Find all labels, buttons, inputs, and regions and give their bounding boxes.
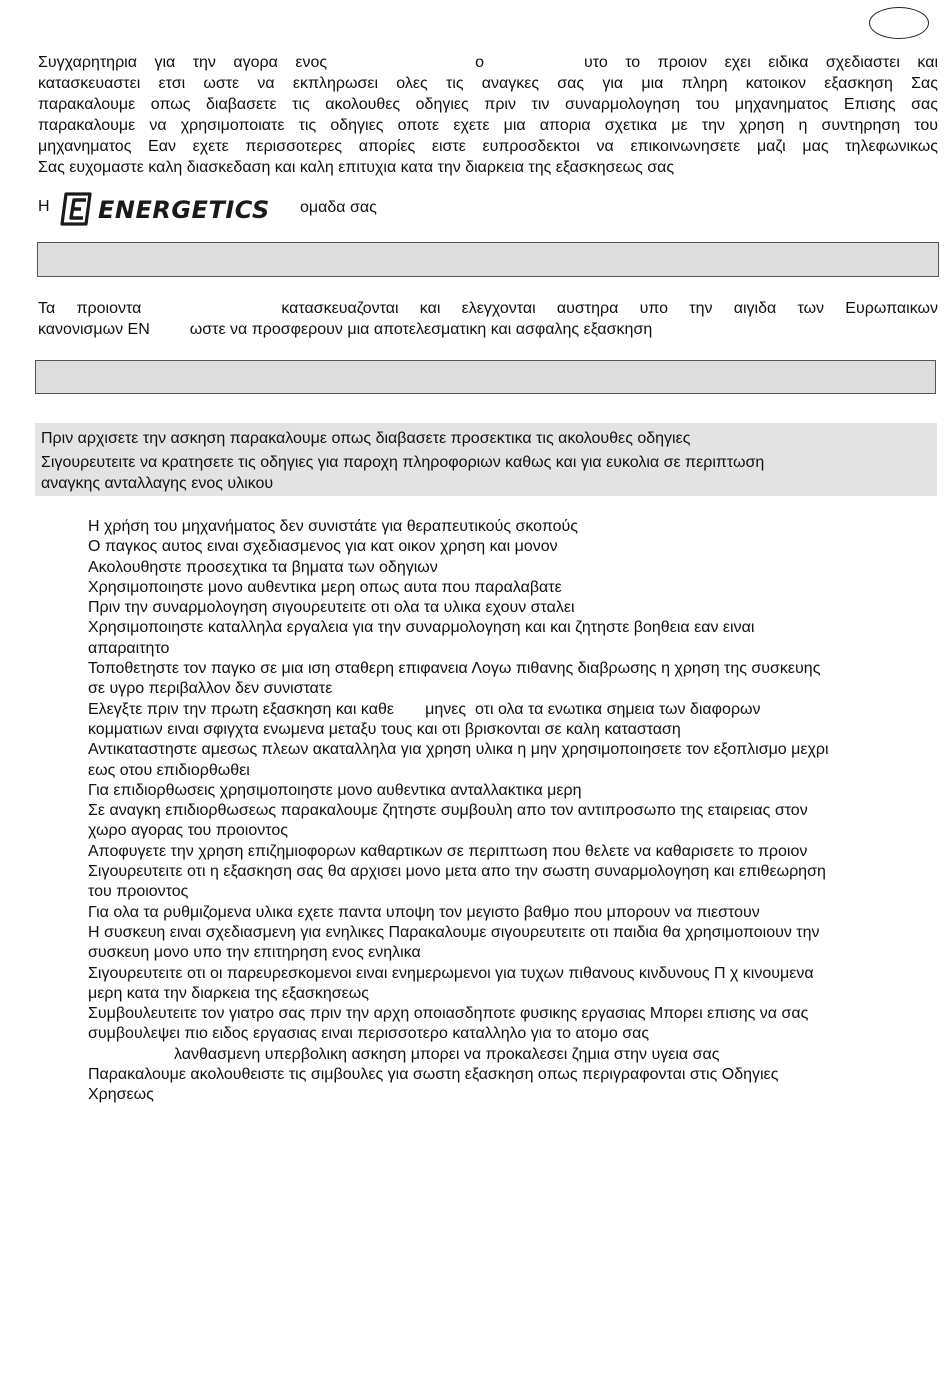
list-item: Σιγουρευτειτε οτι οι παρευρεσκομενοι ειναι ενημερωμενοι για τυχων πιθανους κινδυνους Π χ κινουμενα [88,964,814,982]
section-header-bar [35,360,936,394]
list-item: Χρησιμοποιηστε μονο αυθεντικα μερη οπως αυτα που παραλαβατε [88,578,562,596]
safety-instructions-list [88,517,938,1106]
intro-line: παρακαλουμε οπως διαβασετε τις ακολουθες οδηγιες πριν τιν συναρμολογηση του μηχανηματος Επισης σας [38,96,938,113]
list-item: Ελεγξτε πριν την πρωτη εξασκηση και καθε μηνες οτι ολα τα ενωτικα σημεια των διαφορων [88,700,761,718]
section-header-bar [37,242,939,277]
intro-line: μηχανηματος Εαν εχετε περισσοτερες απορίες ειστε ευπροσδεκτοι να επικοινωνησετε μαζι μας τηλεφωνικως [38,138,938,155]
list-item: Χρησιμοποιηστε καταλληλα εργαλεια για την συναρμολογηση και και ζητηστε βοηθεια εαν ειναι [88,619,755,637]
standards-line: Τα προιοντα κατασκευαζονται και ελεγχονται αυστηρα υπο την αιγιδα των Ευρωπαικων [38,300,938,317]
signature-suffix: ομαδα σας [300,199,377,216]
logo-wordmark: ENERGETICS [98,196,270,224]
list-item: Συμβουλευτειτε τον γιατρο σας πριν την αρχη οποιασδηποτε φυσικης εργασιας Μπορει επισης να σας [88,1005,809,1023]
list-item: εως οτου επιδιορθωθει [88,761,250,779]
list-item: κομματιων ειναι σφιγχτα ενωμενα μεταξυ τους και οτι βρισκονται σε καλη κατασταση [88,720,681,738]
list-item: Αποφυγετε την χρηση επιζημιοφορων καθαρτικων σε περιπτωση που θελετε να καθαρισετε το προιον [88,842,808,860]
list-item: λανθασμενη υπερβολικη ασκηση μπορει να προκαλεσει ζημια στην υγεια σας [174,1045,720,1063]
list-item: χωρο αγορας του προιοντος [88,822,288,840]
list-item: Πριν την συναρμολογηση σιγουρευτειτε οτι ολα τα υλικα εχουν σταλει [88,599,575,617]
notice-line: Πριν αρχισετε την ασκηση παρακαλουμε οπως διαβασετε προσεκτικα τις ακολουθες οδηγιες [41,430,691,447]
list-item: Αντικαταστηστε αμεσως πλεων ακαταλληλα για χρηση υλικα η μην χρησιμοποιησετε τον εξοπλισμο μεχρι [88,741,829,759]
notice-line: αναγκης ανταλλαγης ενος υλικου [41,475,274,492]
list-item: Ακολουθηστε προσεχτικα τα βηματα των οδηγιων [88,558,438,576]
notice-line: Σιγουρευτειτε να κρατησετε τις οδηγιες για παροχη πληροφοριων καθως και για ευκολια σε περιπτωση [41,454,765,471]
list-item: Η συσκευη ειναι σχεδιασμενη για ενηλικες Παρακαλουμε σιγουρευτειτε οτι παιδια θα χρησιμοποιουν την [88,923,820,941]
list-item: Σε αναγκη επιδιορθωσεως παρακαλουμε ζητηστε συμβουλη απο τον αντιπροσωπο της εταιρειας στον [88,802,808,820]
intro-paragraph [38,52,938,178]
signature-prefix: Η [38,198,50,215]
intro-line: Σας ευχομαστε καλη διασκεδαση και καλη επιτυχια κατα την διαρκεια της εξασκησεως σας [38,159,675,176]
list-item: Για επιδιορθωσεις χρησιμοποιηστε μονο αυθεντικα ανταλλακτικα μερη [88,781,582,799]
list-item: Παρακαλουμε ακολουθειστε τις σιμβουλες για σωστη εξασκηση οπως περιγραφονται στις Οδηγιες [88,1066,779,1084]
list-item: Για ολα τα ρυθμιζομενα υλικα εχετε παντα υποψη τον μεγιστο βαθμο που μπορουν να πιεστουν [88,903,760,921]
list-item: συσκευη μονο υπο την επιτηρηση ενος ενηλικα [88,944,421,962]
list-item: Χρησεως [88,1086,154,1104]
list-item: Η χρήση του μηχανήματος δεν συνιστάτε για θεραπευτικούς σκοπούς [88,518,578,535]
list-item: συμβουλεψει πιο ειδος εργασιας ειναι περισσοτερο καταλληλο για το ατομο σας [88,1025,650,1043]
intro-line: Συγχαρητηρια για την αγορα ενος ο υτο το προιον εχει ειδικα σχεδιαστει και [38,54,939,71]
intro-line: κατασκευαστει ετσι ωστε να εκπληρωσει ολες τις αναγκες σας για μια πληρη κατοικον εξασκηση Σας [38,75,938,92]
list-item: Σιγουρευτειτε οτι η εξασκηση σας θα αρχισει μονο μετα απο την σωστη συναρμολογηση και επιθεωρηση [88,863,826,881]
list-item: Τοποθετηστε τον παγκο σε μια ιση σταθερη επιφανεια Λογω πιθανης διαβρωσης η χρηση της συσκευης [88,660,821,678]
notice-box [35,423,937,496]
list-item: Ο παγκος αυτος ειναι σχεδιασμενος για κατ οικον χρηση και μονον [88,538,558,556]
list-item: μερη κατα την διαρκεια της εξασκησεως [88,984,369,1002]
standards-line: κανονισμων EN ωστε να προσφερουν μια αποτελεσματικη και ασφαλης εξασκηση [38,321,653,338]
page-number-badge [869,7,929,39]
intro-line: παρακαλουμε να χρησιμοποιατε τις οδηγιες οποτε εχετε μια απορια σχετικα με την χρηση η συντηρηση του [38,117,938,134]
energetics-logo [58,191,288,227]
list-item: του προιοντος [88,883,189,901]
list-item: σε υγρο περιβαλλον δεν συνιστατε [88,680,333,698]
list-item: απαραιτητο [88,639,170,657]
standards-paragraph [38,298,938,340]
